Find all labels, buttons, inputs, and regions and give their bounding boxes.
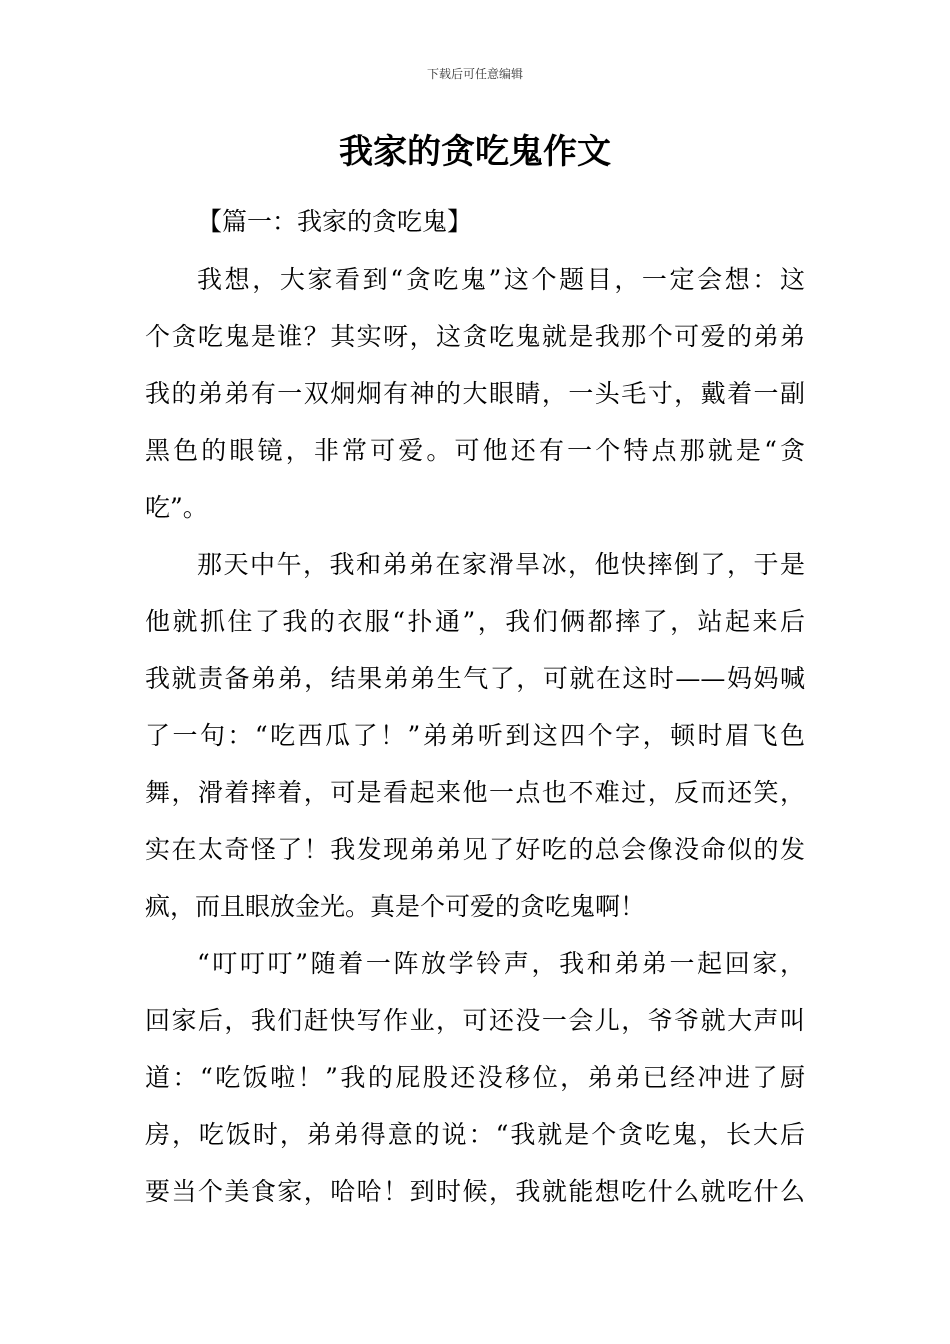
text-line: 吃”。 [145,493,208,522]
text-line: 要当个美食家，哈哈！到时候，我就能想吃什么就吃什么 [145,1177,805,1206]
text-line: 疯，而且眼放金光。真是个可爱的贪吃鬼啊！ [145,892,646,921]
text-line: 他就抓住了我的衣服“扑通”，我们俩都摔了，站起来后 [145,607,805,636]
text-line: “叮叮叮”随着一阵放学铃声，我和弟弟一起回家， [197,949,805,978]
text-line: 我的弟弟有一双炯炯有神的大眼睛，一头毛寸，戴着一副 [145,379,805,408]
text-line: 回家后，我们赶快写作业，可还没一会儿，爷爷就大声叫 [145,1006,805,1035]
text-line: 那天中午，我和弟弟在家滑旱冰，他快摔倒了，于是 [197,550,805,579]
text-line: 了一句：“吃西瓜了！”弟弟听到这四个字，顿时眉飞色 [145,721,805,750]
text-line: 舞，滑着摔着，可是看起来他一点也不难过，反而还笑， [145,778,805,807]
section-heading: 【篇一：我家的贪吃鬼】 [197,207,473,236]
text-line: 道：“吃饭啦！”我的屁股还没移位，弟弟已经冲进了厨 [145,1063,805,1092]
page-title: 我家的贪吃鬼作文 [339,132,611,172]
text-line: 实在太奇怪了！我发现弟弟见了好吃的总会像没命似的发 [145,835,805,864]
text-line: 黑色的眼镜，非常可爱。可他还有一个特点那就是“贪 [145,436,805,465]
header-note: 下载后可任意编辑 [426,67,523,81]
text-line: 房，吃饭时，弟弟得意的说：“我就是个贪吃鬼，长大后 [145,1120,805,1149]
text-line: 我想，大家看到“贪吃鬼”这个题目，一定会想：这 [197,265,805,294]
text-line: 我就责备弟弟，结果弟弟生气了，可就在这时——妈妈喊 [145,664,805,693]
text-line: 个贪吃鬼是谁？其实呀，这贪吃鬼就是我那个可爱的弟弟 [145,322,805,351]
